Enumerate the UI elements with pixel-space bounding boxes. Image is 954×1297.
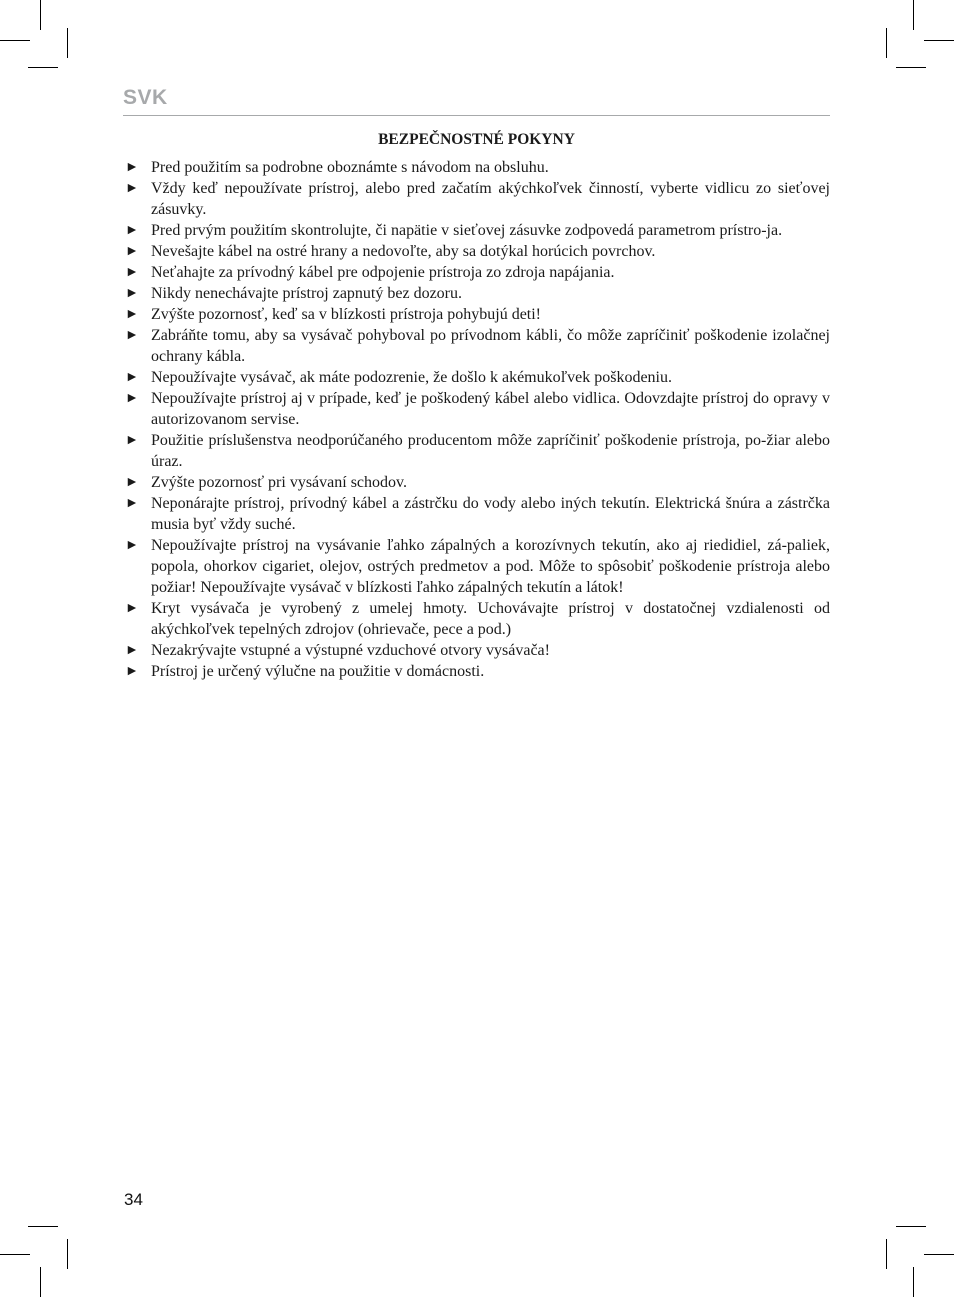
- safety-instruction-text: Pred použitím sa podrobne oboznámte s návodom na obsluhu.: [151, 159, 549, 176]
- safety-instruction-text: Nepoužívajte prístroj aj v prípade, keď je poškodený kábel alebo vidlica. Odovzdajte prístroj do opravy v autorizovanom servise.: [151, 390, 830, 428]
- safety-instructions-list: [125, 157, 830, 682]
- safety-instruction-item: [125, 472, 830, 493]
- crop-mark: [67, 1239, 68, 1269]
- safety-instruction-text: Kryt vysávača je vyrobený z umelej hmoty. Uchovávajte prístroj v dostatočnej vzdialenosti od akýchkoľvek tepelných zdrojov (ohrievače, pece a pod.): [151, 600, 830, 638]
- safety-instruction-text: Nezakrývajte vstupné a výstupné vzduchové otvory vysávača!: [151, 642, 550, 659]
- bullet-arrow-icon: ►: [125, 307, 139, 322]
- bullet-arrow-icon: ►: [125, 265, 139, 280]
- bullet-arrow-icon: ►: [125, 538, 139, 553]
- bullet-arrow-icon: ►: [125, 286, 139, 301]
- bullet-arrow-icon: ►: [125, 244, 139, 259]
- bullet-arrow-icon: ►: [125, 328, 139, 343]
- crop-mark: [0, 1254, 30, 1255]
- safety-instruction-item: [125, 640, 830, 661]
- bullet-arrow-icon: ►: [125, 664, 139, 679]
- safety-instruction-text: Neťahajte za prívodný kábel pre odpojenie prístroja zo zdroja napájania.: [151, 264, 615, 281]
- bullet-arrow-icon: ►: [125, 223, 139, 238]
- crop-mark: [40, 1267, 41, 1297]
- crop-mark: [886, 28, 887, 58]
- safety-instruction-item: [125, 661, 830, 682]
- crop-mark: [924, 1254, 954, 1255]
- safety-instruction-text: Nepoužívajte prístroj na vysávanie ľahko zápalných a korozívnych tekutín, ako aj riedidiel, zá-paliek, popola, ohorkov cigariet, olejov, ostrých predmetov a pod. Môže to spôsobiť poškodenie prístroja alebo požiar! Nepoužívajte vysávač v blízkosti ľahko zápalných tekutín a látok!: [151, 537, 830, 596]
- safety-instruction-item: [125, 304, 830, 325]
- safety-instruction-text: Vždy keď nepoužívate prístroj, alebo pred začatím akýchkoľvek činností, vyberte vidlicu zo sieťovej zásuvky.: [151, 180, 830, 218]
- safety-instruction-text: Pred prvým použitím skontrolujte, či napätie v sieťovej zásuvke zodpovedá parametrom prístro-ja.: [151, 222, 783, 239]
- bullet-arrow-icon: ►: [125, 601, 139, 616]
- crop-mark: [886, 1239, 887, 1269]
- safety-instruction-item: [125, 241, 830, 262]
- bullet-arrow-icon: ►: [125, 433, 139, 448]
- crop-mark: [924, 40, 954, 41]
- crop-mark: [28, 1226, 58, 1227]
- safety-instruction-item: [125, 430, 830, 472]
- safety-instruction-item: [125, 367, 830, 388]
- page-number: 34: [124, 1190, 143, 1209]
- section-title: BEZPEČNOSTNÉ POKYNY: [378, 131, 575, 148]
- crop-mark: [40, 0, 41, 30]
- safety-instruction-item: [125, 598, 830, 640]
- safety-instruction-text: Zvýšte pozornosť, keď sa v blízkosti prístroja pohybujú deti!: [151, 306, 542, 323]
- safety-instruction-text: Prístroj je určený výlučne na použitie v domácnosti.: [151, 663, 485, 680]
- safety-instruction-item: [125, 220, 830, 241]
- bullet-arrow-icon: ►: [125, 475, 139, 490]
- safety-instruction-text: Nevešajte kábel na ostré hrany a nedovoľte, aby sa dotýkal horúcich povrchov.: [151, 243, 656, 260]
- crop-mark: [896, 1226, 926, 1227]
- safety-instruction-text: Zvýšte pozornosť pri vysávaní schodov.: [151, 474, 407, 491]
- crop-mark: [28, 67, 58, 68]
- safety-instruction-item: [125, 493, 830, 535]
- bullet-arrow-icon: ►: [125, 370, 139, 385]
- safety-instruction-text: Zabráňte tomu, aby sa vysávač pohyboval po prívodnom kábli, čo môže zapríčiniť poškodenie izolačnej ochrany kábla.: [151, 327, 830, 365]
- safety-instruction-item: [125, 262, 830, 283]
- bullet-arrow-icon: ►: [125, 391, 139, 406]
- safety-instruction-item: [125, 283, 830, 304]
- crop-mark: [896, 67, 926, 68]
- safety-instruction-item: [125, 388, 830, 430]
- header-divider: [123, 115, 830, 116]
- safety-instruction-text: Neponárajte prístroj, prívodný kábel a zástrčku do vody alebo iných tekutín. Elektrická šnúra a zástrčka musia byť vždy suché.: [151, 495, 830, 533]
- safety-instruction-item: [125, 178, 830, 220]
- safety-instruction-item: [125, 325, 830, 367]
- safety-instruction-text: Nepoužívajte vysávač, ak máte podozrenie, že došlo k akémukoľvek poškodeniu.: [151, 369, 672, 386]
- bullet-arrow-icon: ►: [125, 643, 139, 658]
- safety-instruction-text: Použitie príslušenstva neodporúčaného producentom môže zapríčiniť poškodenie prístroja, po-žiar alebo úraz.: [151, 432, 830, 470]
- language-code: SVK: [123, 86, 168, 109]
- crop-mark: [913, 0, 914, 30]
- crop-mark: [913, 1267, 914, 1297]
- safety-instruction-text: Nikdy nenechávajte prístroj zapnutý bez dozoru.: [151, 285, 462, 302]
- safety-instruction-item: [125, 535, 830, 598]
- crop-mark: [67, 28, 68, 58]
- bullet-arrow-icon: ►: [125, 496, 139, 511]
- bullet-arrow-icon: ►: [125, 181, 139, 196]
- safety-instruction-item: [125, 157, 830, 178]
- bullet-arrow-icon: ►: [125, 160, 139, 175]
- crop-mark: [0, 40, 30, 41]
